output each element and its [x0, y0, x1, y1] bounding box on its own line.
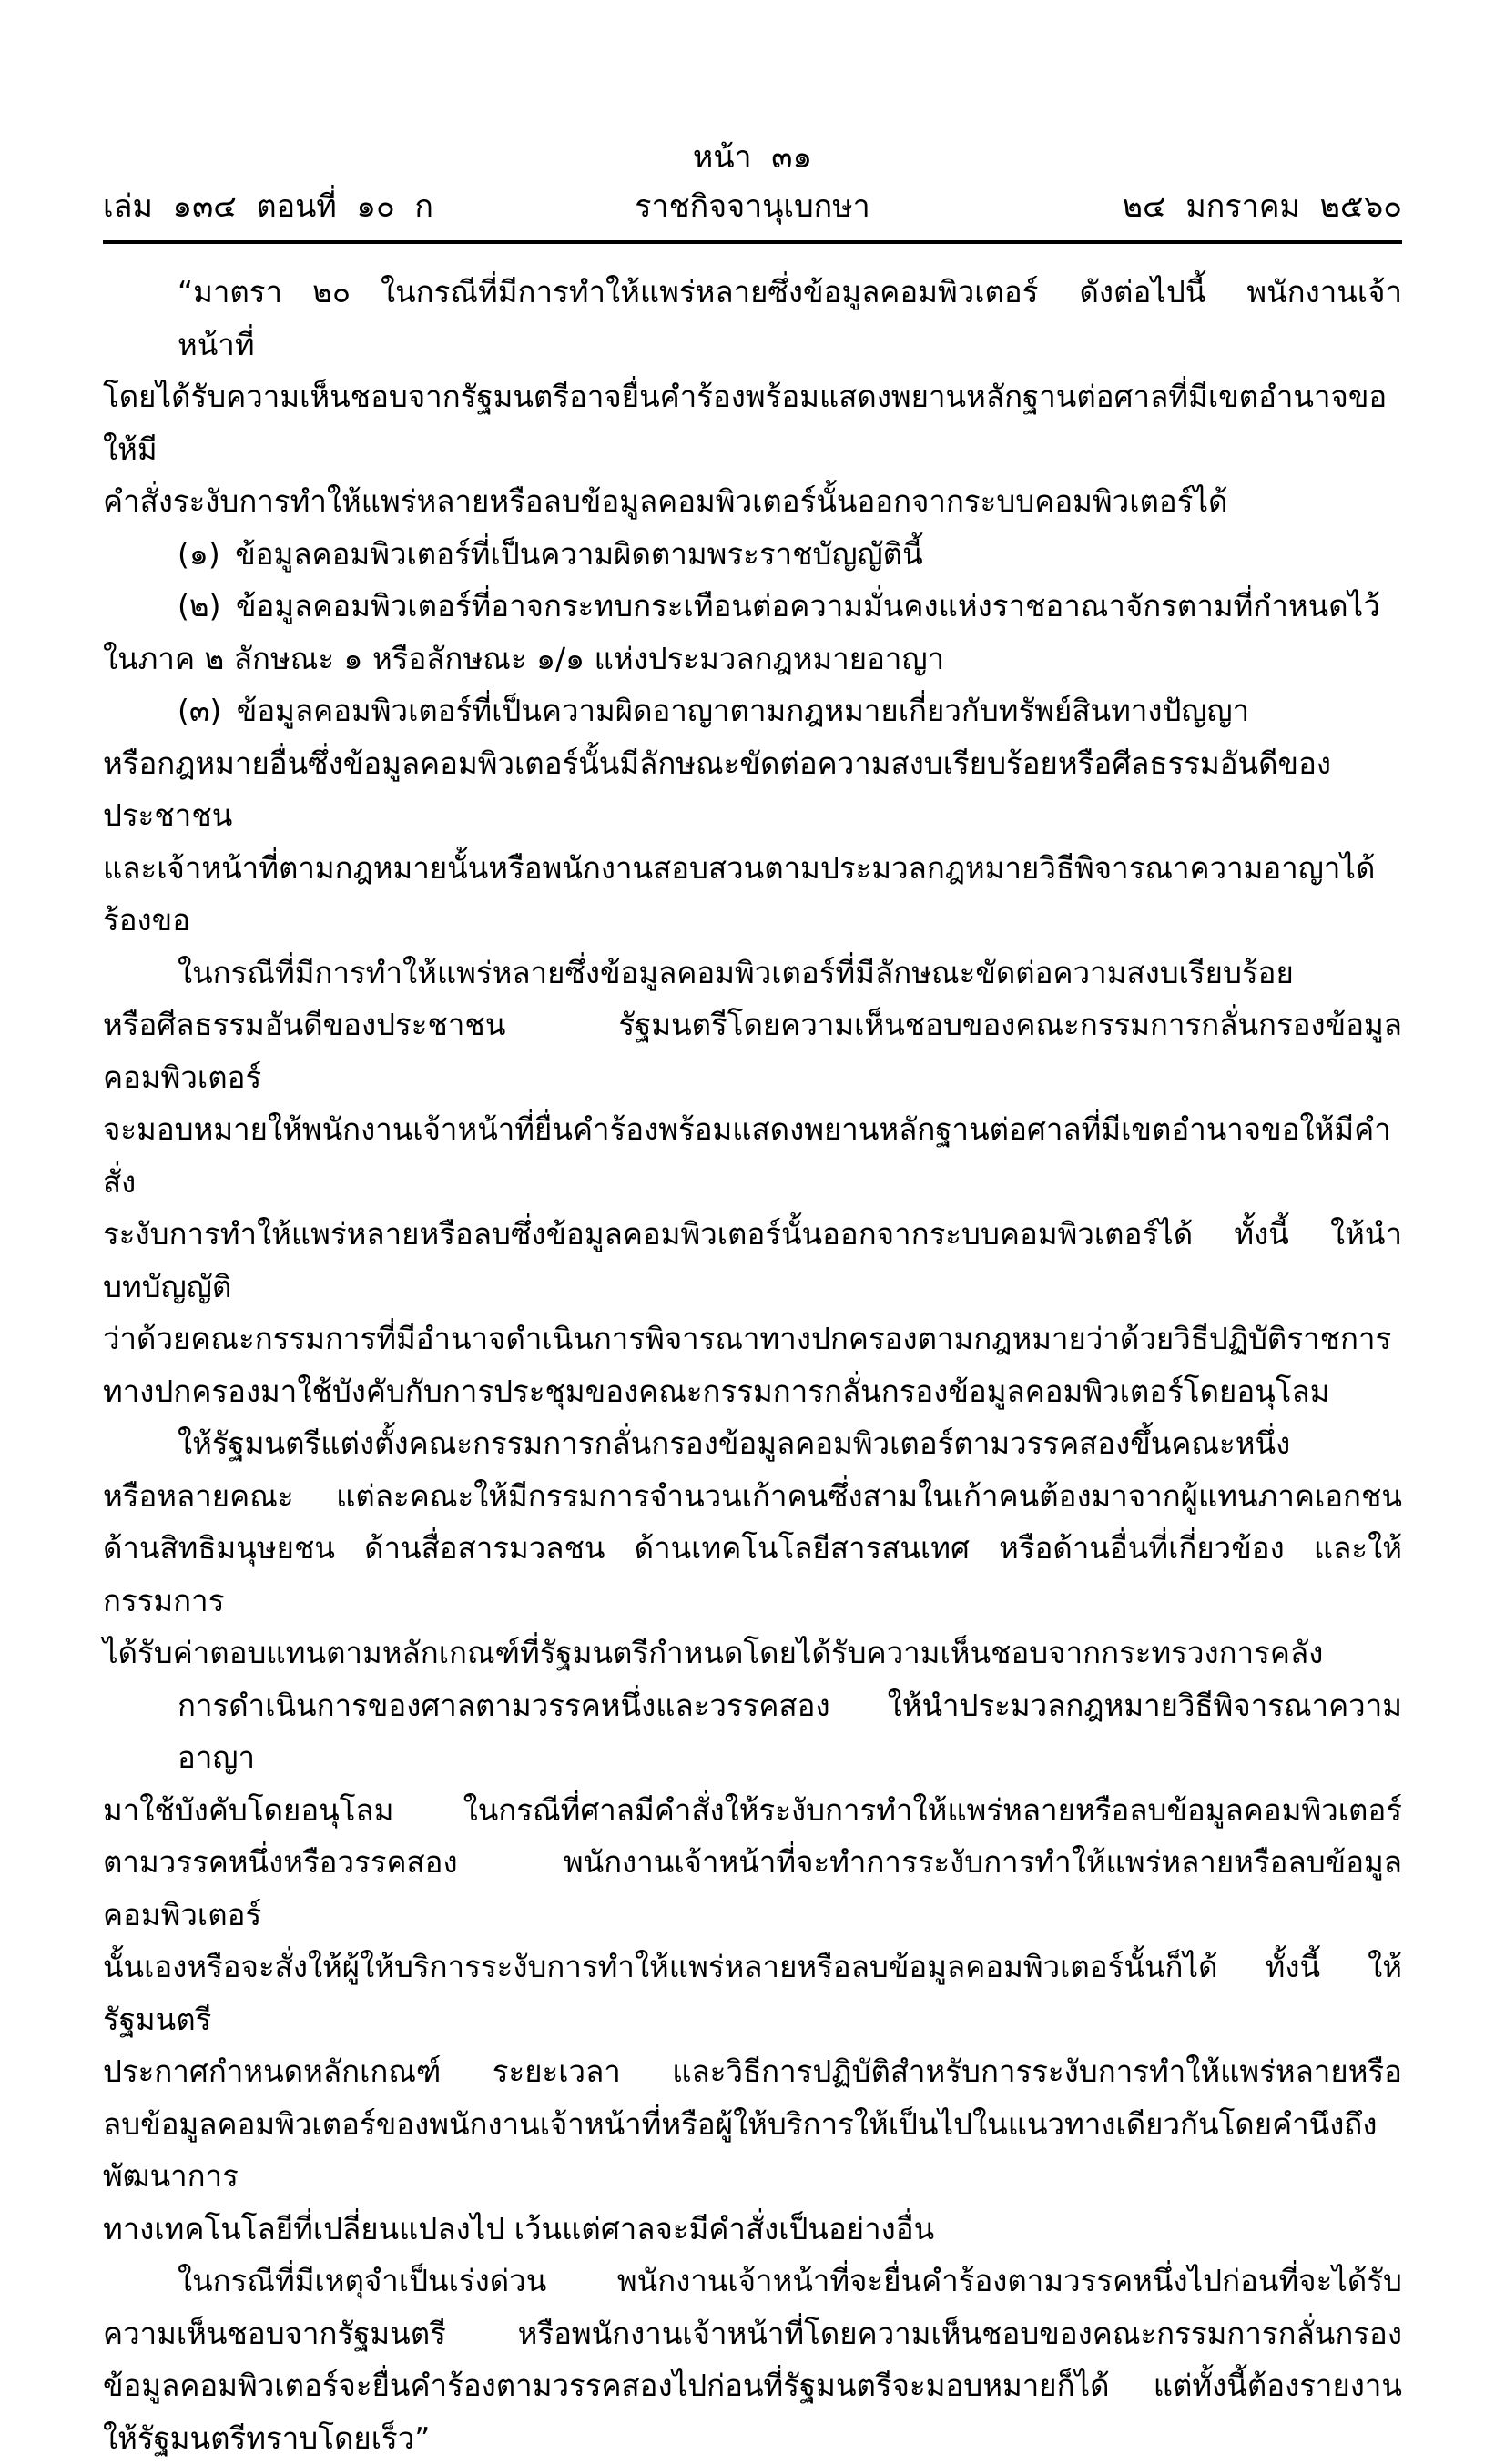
document-body: [103, 244, 1402, 2464]
text-line: ด้านสิทธิมนุษยชน ด้านสื่อสารมวลชน ด้านเทคโนโลยีสารสนเทศ หรือด้านอื่นที่เกี่ยวข้อง และให้กรรมการ: [103, 1522, 1402, 1627]
text-line: “มาตรา ๒๐ ในกรณีที่มีการทำให้แพร่หลายซึ่งข้อมูลคอมพิวเตอร์ ดังต่อไปนี้ พนักงานเจ้าหน้าที่: [103, 266, 1402, 370]
paragraph: [103, 684, 1402, 947]
paragraph: [103, 528, 1402, 581]
text-line: มาใช้บังคับโดยอนุโลม ในกรณีที่ศาลมีคำสั่งให้ระงับการทำให้แพร่หลายหรือลบข้อมูลคอมพิวเตอร์: [103, 1784, 1402, 1837]
paragraph: [103, 1679, 1402, 2256]
paragraph: [103, 2255, 1402, 2464]
text-line: ว่าด้วยคณะกรรมการที่มีอำนาจดำเนินการพิจารณาทางปกครองตามกฎหมายว่าด้วยวิธีปฏิบัติราชการ: [103, 1313, 1402, 1365]
text-line: ข้อมูลคอมพิวเตอร์จะยื่นคำร้องตามวรรคสองไปก่อนที่รัฐมนตรีจะมอบหมายก็ได้ แต่ทั้งนี้ต้องรายงาน: [103, 2359, 1402, 2412]
page-number: หน้า ๓๑: [103, 135, 1402, 180]
text-line: หรือศีลธรรมอันดีของประชาชน รัฐมนตรีโดยความเห็นชอบของคณะกรรมการกลั่นกรองข้อมูลคอมพิวเตอร์: [103, 999, 1402, 1103]
text-line: ในภาค ๒ ลักษณะ ๑ หรือลักษณะ ๑/๑ แห่งประมวลกฎหมายอาญา: [103, 633, 1402, 685]
text-line: โดยได้รับความเห็นชอบจากรัฐมนตรีอาจยื่นคำร้องพร้อมแสดงพยานหลักฐานต่อศาลที่มีเขตอำนาจขอให้มี: [103, 370, 1402, 475]
text-line: (๓) ข้อมูลคอมพิวเตอร์ที่เป็นความผิดอาญาตามกฎหมายเกี่ยวกับทรัพย์สินทางปัญญา: [103, 684, 1402, 737]
text-line: หรือกฎหมายอื่นซึ่งข้อมูลคอมพิวเตอร์นั้นมีลักษณะขัดต่อความสงบเรียบร้อยหรือศีลธรรมอันดีของประชาชน: [103, 737, 1402, 842]
gazette-title: ราชกิจจานุเบกษา: [103, 180, 1402, 233]
text-line: ในกรณีที่มีการทำให้แพร่หลายซึ่งข้อมูลคอมพิวเตอร์ที่มีลักษณะขัดต่อความสงบเรียบร้อย: [103, 947, 1402, 999]
text-line: ในกรณีที่มีเหตุจำเป็นเร่งด่วน พนักงานเจ้าหน้าที่จะยื่นคำร้องตามวรรคหนึ่งไปก่อนที่จะได้รับ: [103, 2255, 1402, 2307]
text-line: ได้รับค่าตอบแทนตามหลักเกณฑ์ที่รัฐมนตรีกำหนดโดยได้รับความเห็นชอบจากกระทรวงการคลัง: [103, 1627, 1402, 1679]
text-line: จะมอบหมายให้พนักงานเจ้าหน้าที่ยื่นคำร้องพร้อมแสดงพยานหลักฐานต่อศาลที่มีเขตอำนาจขอให้มีคำสั่ง: [103, 1103, 1402, 1208]
text-line: ให้รัฐมนตรีทราบโดยเร็ว”: [103, 2412, 1402, 2464]
text-line: (๒) ข้อมูลคอมพิวเตอร์ที่อาจกระทบกระเทือนต่อความมั่นคงแห่งราชอาณาจักรตามที่กำหนดไว้: [103, 580, 1402, 633]
text-line: ระงับการทำให้แพร่หลายหรือลบซึ่งข้อมูลคอมพิวเตอร์นั้นออกจากระบบคอมพิวเตอร์ได้ ทั้งนี้ ให้นำบทบัญญัติ: [103, 1208, 1402, 1313]
text-line: และเจ้าหน้าที่ตามกฎหมายนั้นหรือพนักงานสอบสวนตามประมวลกฎหมายวิธีพิจารณาความอาญาได้ร้องขอ: [103, 842, 1402, 947]
paragraph: [103, 1417, 1402, 1679]
text-line: ประกาศกำหนดหลักเกณฑ์ ระยะเวลา และวิธีการปฏิบัติสำหรับการระงับการทำให้แพร่หลายหรือ: [103, 2045, 1402, 2098]
text-line: ความเห็นชอบจากรัฐมนตรี หรือพนักงานเจ้าหน้าที่โดยความเห็นชอบของคณะกรรมการกลั่นกรอง: [103, 2307, 1402, 2360]
paragraph: [103, 580, 1402, 684]
text-line: ลบข้อมูลคอมพิวเตอร์ของพนักงานเจ้าหน้าที่หรือผู้ให้บริการให้เป็นไปในแนวทางเดียวกันโดยคำนึงถึงพัฒนาการ: [103, 2098, 1402, 2203]
text-line: นั้นเองหรือจะสั่งให้ผู้ให้บริการระงับการทำให้แพร่หลายหรือลบข้อมูลคอมพิวเตอร์นั้นก็ได้ ทั้งนี้ ให้รัฐมนตรี: [103, 1941, 1402, 2045]
text-line: หรือหลายคณะ แต่ละคณะให้มีกรรมการจำนวนเก้าคนซึ่งสามในเก้าคนต้องมาจากผู้แทนภาคเอกชน: [103, 1470, 1402, 1523]
masthead: [103, 180, 1402, 233]
text-line: ทางเทคโนโลยีที่เปลี่ยนแปลงไป เว้นแต่ศาลจะมีคำสั่งเป็นอย่างอื่น: [103, 2203, 1402, 2256]
text-line: การดำเนินการของศาลตามวรรคหนึ่งและวรรคสอง ให้นำประมวลกฎหมายวิธีพิจารณาความอาญา: [103, 1679, 1402, 1784]
text-line: (๑) ข้อมูลคอมพิวเตอร์ที่เป็นความผิดตามพระราชบัญญัตินี้: [103, 528, 1402, 581]
volume-issue-label: เล่ม ๑๓๔ ตอนที่ ๑๐ ก: [103, 180, 433, 233]
publication-date: ๒๔ มกราคม ๒๕๖๐: [1123, 180, 1402, 233]
paragraph: [103, 266, 1402, 528]
text-line: ให้รัฐมนตรีแต่งตั้งคณะกรรมการกลั่นกรองข้อมูลคอมพิวเตอร์ตามวรรคสองขึ้นคณะหนึ่ง: [103, 1417, 1402, 1470]
text-line: ตามวรรคหนึ่งหรือวรรคสอง พนักงานเจ้าหน้าที่จะทำการระงับการทำให้แพร่หลายหรือลบข้อมูลคอมพิวเตอร์: [103, 1836, 1402, 1941]
text-line: ทางปกครองมาใช้บังคับกับการประชุมของคณะกรรมการกลั่นกรองข้อมูลคอมพิวเตอร์โดยอนุโลม: [103, 1365, 1402, 1418]
paragraph: [103, 947, 1402, 1418]
text-line: คำสั่งระงับการทำให้แพร่หลายหรือลบข้อมูลคอมพิวเตอร์นั้นออกจากระบบคอมพิวเตอร์ได้: [103, 475, 1402, 528]
